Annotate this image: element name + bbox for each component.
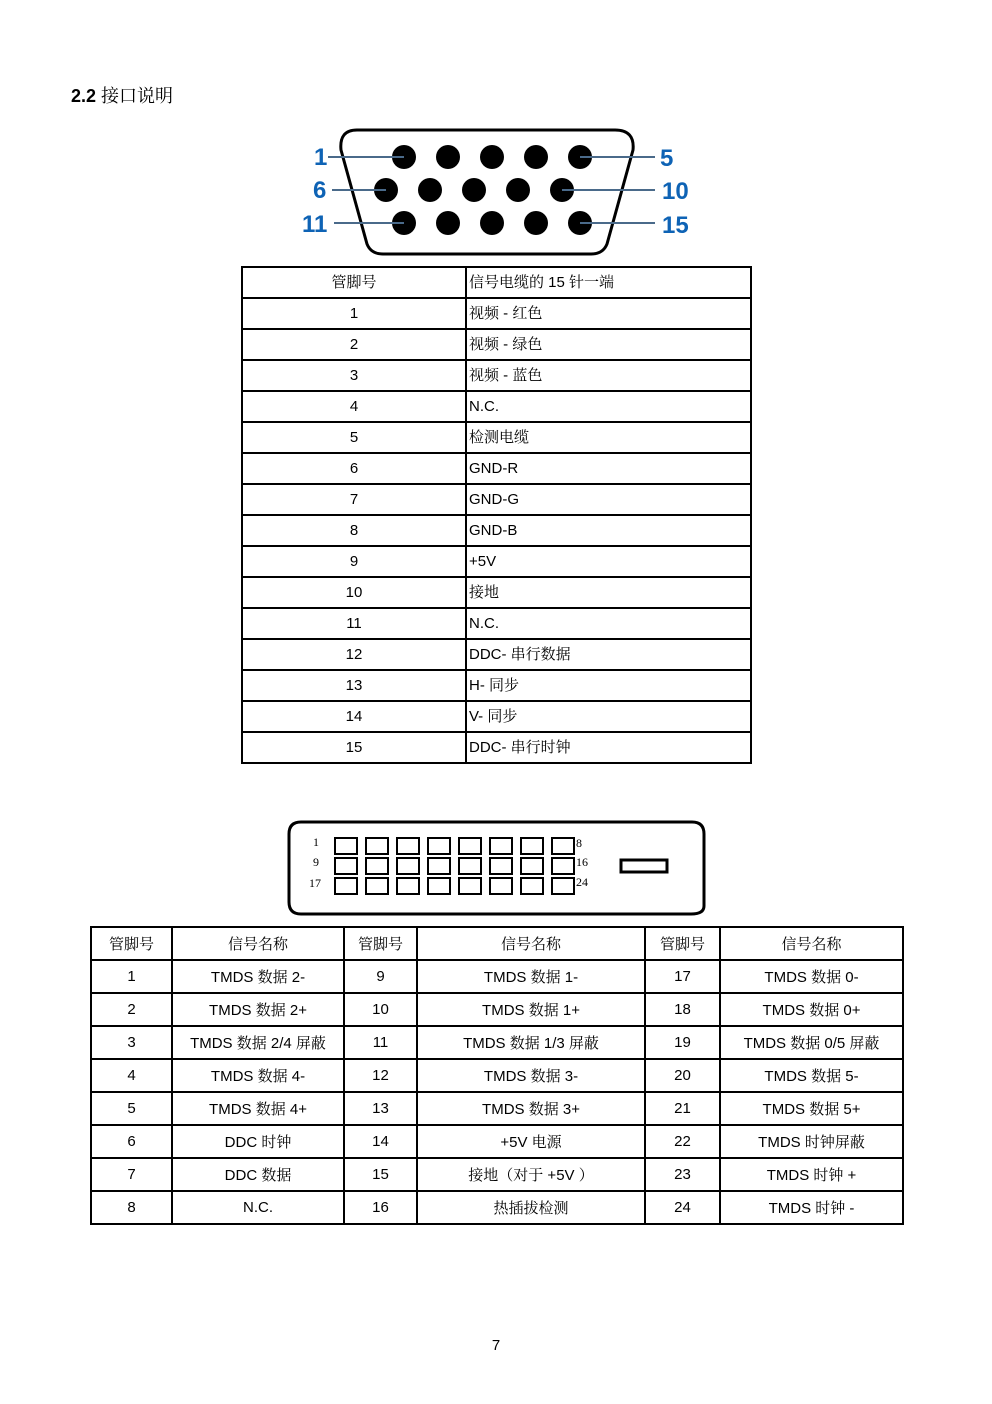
signal-name: 接地（对于 +5V ） [417, 1158, 645, 1191]
pin-number: 5 [91, 1092, 172, 1125]
dvi-label-24: 24 [576, 875, 588, 889]
signal-name: 视频 - 绿色 [466, 329, 751, 360]
header-signal: 信号名称 [417, 927, 645, 960]
signal-name: H- 同步 [466, 670, 751, 701]
vga-label-11: 11 [302, 211, 328, 238]
header-pin: 管脚号 [242, 267, 466, 298]
table-row [91, 1092, 903, 1125]
signal-name: DDC- 串行时钟 [466, 732, 751, 763]
table-row [242, 298, 751, 329]
table-row [242, 732, 751, 763]
pin-number: 1 [242, 298, 466, 329]
page-number: 7 [491, 1337, 501, 1354]
table-row [91, 1026, 903, 1059]
vga-pin-4 [524, 145, 548, 169]
dvi-pin-table [90, 926, 904, 1225]
table-row [242, 670, 751, 701]
signal-name: TMDS 数据 5- [720, 1059, 903, 1092]
signal-name: +5V 电源 [417, 1125, 645, 1158]
signal-name: 热插拔检测 [417, 1191, 645, 1224]
table-row [91, 993, 903, 1026]
dvi-label-17: 17 [309, 876, 321, 890]
signal-name: TMDS 数据 2- [172, 960, 344, 993]
pin-number: 21 [645, 1092, 720, 1125]
signal-name: TMDS 数据 2+ [172, 993, 344, 1026]
pin-number: 14 [344, 1125, 417, 1158]
dvi-label-1: 1 [313, 835, 319, 849]
vga-label-15: 15 [662, 212, 689, 239]
pin-number: 15 [344, 1158, 417, 1191]
header-signal: 信号名称 [172, 927, 344, 960]
pin-number: 9 [344, 960, 417, 993]
table-row [91, 1191, 903, 1224]
pin-number: 9 [242, 546, 466, 577]
signal-name: TMDS 数据 0+ [720, 993, 903, 1026]
dvi-label-16: 16 [576, 855, 588, 869]
vga-pin-13 [480, 211, 504, 235]
header-signal: 信号名称 [720, 927, 903, 960]
dvi-label-9: 9 [313, 855, 319, 869]
vga-pin-9 [506, 178, 530, 202]
pin-number: 13 [344, 1092, 417, 1125]
signal-name: +5V [466, 546, 751, 577]
pin-number: 3 [242, 360, 466, 391]
pin-number: 12 [344, 1059, 417, 1092]
header-pin: 管脚号 [91, 927, 172, 960]
pin-number: 2 [91, 993, 172, 1026]
pin-number: 11 [344, 1026, 417, 1059]
signal-name: TMDS 时钟屏蔽 [720, 1125, 903, 1158]
pin-number: 4 [91, 1059, 172, 1092]
signal-name: TMDS 数据 1/3 屏蔽 [417, 1026, 645, 1059]
pin-number: 11 [242, 608, 466, 639]
section-heading [71, 82, 173, 108]
pin-number: 2 [242, 329, 466, 360]
pin-number: 4 [242, 391, 466, 422]
table-row [242, 608, 751, 639]
header-pin: 管脚号 [645, 927, 720, 960]
table-row [91, 1059, 903, 1092]
signal-name: 视频 - 红色 [466, 298, 751, 329]
signal-name: GND-R [466, 453, 751, 484]
pin-number: 17 [645, 960, 720, 993]
signal-name: TMDS 数据 4- [172, 1059, 344, 1092]
section-number: 2.2 [71, 86, 97, 106]
signal-name: V- 同步 [466, 701, 751, 732]
header-pin: 管脚号 [344, 927, 417, 960]
signal-name: TMDS 数据 4+ [172, 1092, 344, 1125]
signal-name: TMDS 时钟 - [720, 1191, 903, 1224]
table-row [242, 453, 751, 484]
table-row [242, 391, 751, 422]
pin-number: 12 [242, 639, 466, 670]
pin-number: 18 [645, 993, 720, 1026]
pin-number: 19 [645, 1026, 720, 1059]
signal-name: TMDS 数据 3- [417, 1059, 645, 1092]
signal-name: TMDS 数据 0/5 屏蔽 [720, 1026, 903, 1059]
vga-pin-7 [418, 178, 442, 202]
header-signal: 信号电缆的 15 针一端 [466, 267, 751, 298]
table-row [91, 960, 903, 993]
signal-name: 检测电缆 [466, 422, 751, 453]
pin-number: 5 [242, 422, 466, 453]
pin-number: 10 [344, 993, 417, 1026]
table-row [242, 422, 751, 453]
signal-name: TMDS 数据 2/4 屏蔽 [172, 1026, 344, 1059]
table-row [242, 546, 751, 577]
table-row [242, 360, 751, 391]
table-row [242, 701, 751, 732]
signal-name: 接地 [466, 577, 751, 608]
signal-name: 视频 - 蓝色 [466, 360, 751, 391]
table-row [242, 639, 751, 670]
pin-number: 8 [242, 515, 466, 546]
signal-name: TMDS 时钟 + [720, 1158, 903, 1191]
signal-name: GND-G [466, 484, 751, 515]
vga-pin-table [241, 266, 752, 764]
table-row [242, 577, 751, 608]
pin-number: 24 [645, 1191, 720, 1224]
signal-name: GND-B [466, 515, 751, 546]
pin-number: 8 [91, 1191, 172, 1224]
pin-number: 7 [91, 1158, 172, 1191]
signal-name: TMDS 数据 3+ [417, 1092, 645, 1125]
vga-pin-12 [436, 211, 460, 235]
vga-pin-14 [524, 211, 548, 235]
pin-number: 6 [91, 1125, 172, 1158]
signal-name: DDC- 串行数据 [466, 639, 751, 670]
pin-number: 22 [645, 1125, 720, 1158]
section-title: 接口说明 [101, 86, 174, 106]
table-row [91, 1158, 903, 1191]
signal-name: TMDS 数据 5+ [720, 1092, 903, 1125]
pin-number: 3 [91, 1026, 172, 1059]
vga-pin-8 [462, 178, 486, 202]
pin-number: 16 [344, 1191, 417, 1224]
signal-name: DDC 时钟 [172, 1125, 344, 1158]
signal-name: TMDS 数据 1- [417, 960, 645, 993]
vga-pin-2 [436, 145, 460, 169]
vga-pin-3 [480, 145, 504, 169]
pin-number: 13 [242, 670, 466, 701]
table-row [242, 484, 751, 515]
dvi-table-header [91, 927, 903, 960]
vga-label-10: 10 [662, 178, 689, 205]
pin-number: 20 [645, 1059, 720, 1092]
signal-name: DDC 数据 [172, 1158, 344, 1191]
pin-number: 7 [242, 484, 466, 515]
vga-label-6: 6 [313, 177, 327, 204]
vga-connector-diagram [295, 122, 705, 262]
signal-name: N.C. [466, 608, 751, 639]
dvi-label-8: 8 [576, 836, 582, 850]
table-row [242, 515, 751, 546]
pin-number: 10 [242, 577, 466, 608]
pin-number: 1 [91, 960, 172, 993]
signal-name: TMDS 数据 1+ [417, 993, 645, 1026]
vga-table-header [242, 267, 751, 298]
pin-number: 23 [645, 1158, 720, 1191]
signal-name: N.C. [172, 1191, 344, 1224]
pin-number: 15 [242, 732, 466, 763]
table-row [91, 1125, 903, 1158]
signal-name: TMDS 数据 0- [720, 960, 903, 993]
dvi-connector-diagram [285, 814, 710, 919]
pin-number: 14 [242, 701, 466, 732]
signal-name: N.C. [466, 391, 751, 422]
vga-label-5: 5 [660, 145, 674, 172]
vga-label-1: 1 [314, 144, 328, 171]
dvi-connector-shell [289, 822, 704, 914]
pin-number: 6 [242, 453, 466, 484]
table-row [242, 329, 751, 360]
